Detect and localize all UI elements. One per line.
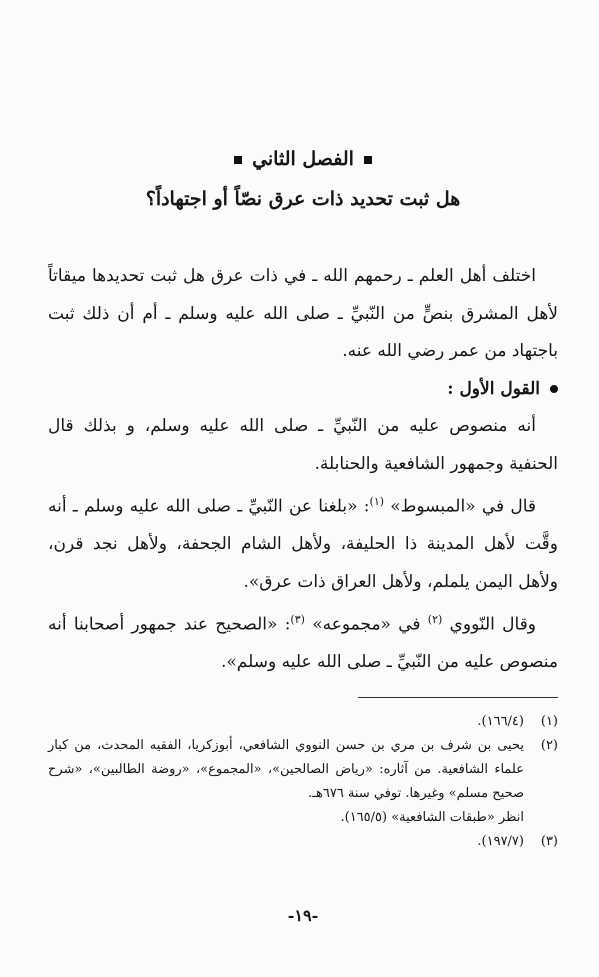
footnote-2 [48, 734, 558, 806]
footnote-1 [48, 710, 558, 734]
footnote-3 [48, 830, 558, 854]
first-opinion-paragraph: أنه منصوص عليه من النّبيِّ ـ صلى الله عليه وسلم، و بذلك قال الحنفية وجمهور الشافعية والحنابلة. [48, 416, 558, 474]
footnotes [48, 710, 558, 854]
quote2-lead: وقال النّووي [449, 614, 537, 635]
footnote-number: (٢) [540, 738, 558, 753]
chapter-heading [48, 148, 558, 170]
question-title: هل ثبت تحديد ذات عرق نصّاً أو اجتهاداً؟ [145, 188, 461, 210]
circle-bullet-icon [550, 385, 558, 393]
quote2-mid: في «مجموعه» [312, 614, 428, 635]
footnote-text: يحيى بن شرف بن مري بن حسن النووي الشافعي، أبوزكريا، الفقيه المحدث، من كبار علماء الشافعية. من آثاره: «رياض الصالحين»، «المجموع»، «روضة الطالبين»، «شرح صحيح مسلم» وغيرها. توفي سنة ٦٧٦هـ. [48, 738, 524, 801]
first-opinion-heading [48, 371, 558, 409]
quote1-paragraph [48, 483, 558, 601]
footnote-2-continuation: انظر «طبقات الشافعية» (١٦٥/٥). [340, 810, 524, 825]
footnote-text: (١٦٦/٤). [477, 714, 524, 729]
first-opinion-heading-text: القول الأول : [447, 378, 540, 399]
square-bullet-icon [364, 156, 372, 164]
footnote-text: (١٩٧/٧). [477, 834, 524, 849]
quote2-text: : «الصحيح عند جمهور أصحابنا أنه منصوص عليه من النّبيِّ ـ صلى الله عليه وسلم». [48, 614, 558, 673]
footnote-ref-1[interactable]: (١) [369, 495, 385, 508]
document-page [48, 0, 558, 977]
square-bullet-icon [234, 156, 242, 164]
quote1-text: : «بلغنا عن النّبيِّ ـ صلى الله عليه وسلم ـ أنه وقَّت لأهل المدينة ذا الحليفة، ولأهل الشام الجحفة، ولأهل نجد قرن، ولأهل اليمن يلملم، ولأهل العراق ذات عرق». [48, 496, 558, 592]
footnote-ref-3[interactable]: (٣) [290, 613, 305, 627]
body-text [48, 258, 558, 682]
chapter-title: الفصل الثاني [252, 148, 354, 170]
quote2-paragraph [48, 601, 558, 682]
footnote-number: (٣) [540, 834, 558, 849]
footnote-ref-2[interactable]: (٢) [427, 613, 443, 627]
footnote-divider [358, 697, 558, 698]
page-number: -١٩- [287, 906, 319, 925]
footnote-number: (١) [540, 714, 558, 729]
intro-paragraph: اختلف أهل العلم ـ رحمهم الله ـ في ذات عرق هل ثبت تحديدها ميقاتاً لأهل المشرق بنصٍّ من النّبيِّ ـ صلى الله عليه وسلم ـ أم أن ذلك ثبت باجتهاد من عمر رضي الله عنه. [48, 266, 558, 361]
quote1-lead: قال في «المبسوط» [390, 496, 537, 517]
